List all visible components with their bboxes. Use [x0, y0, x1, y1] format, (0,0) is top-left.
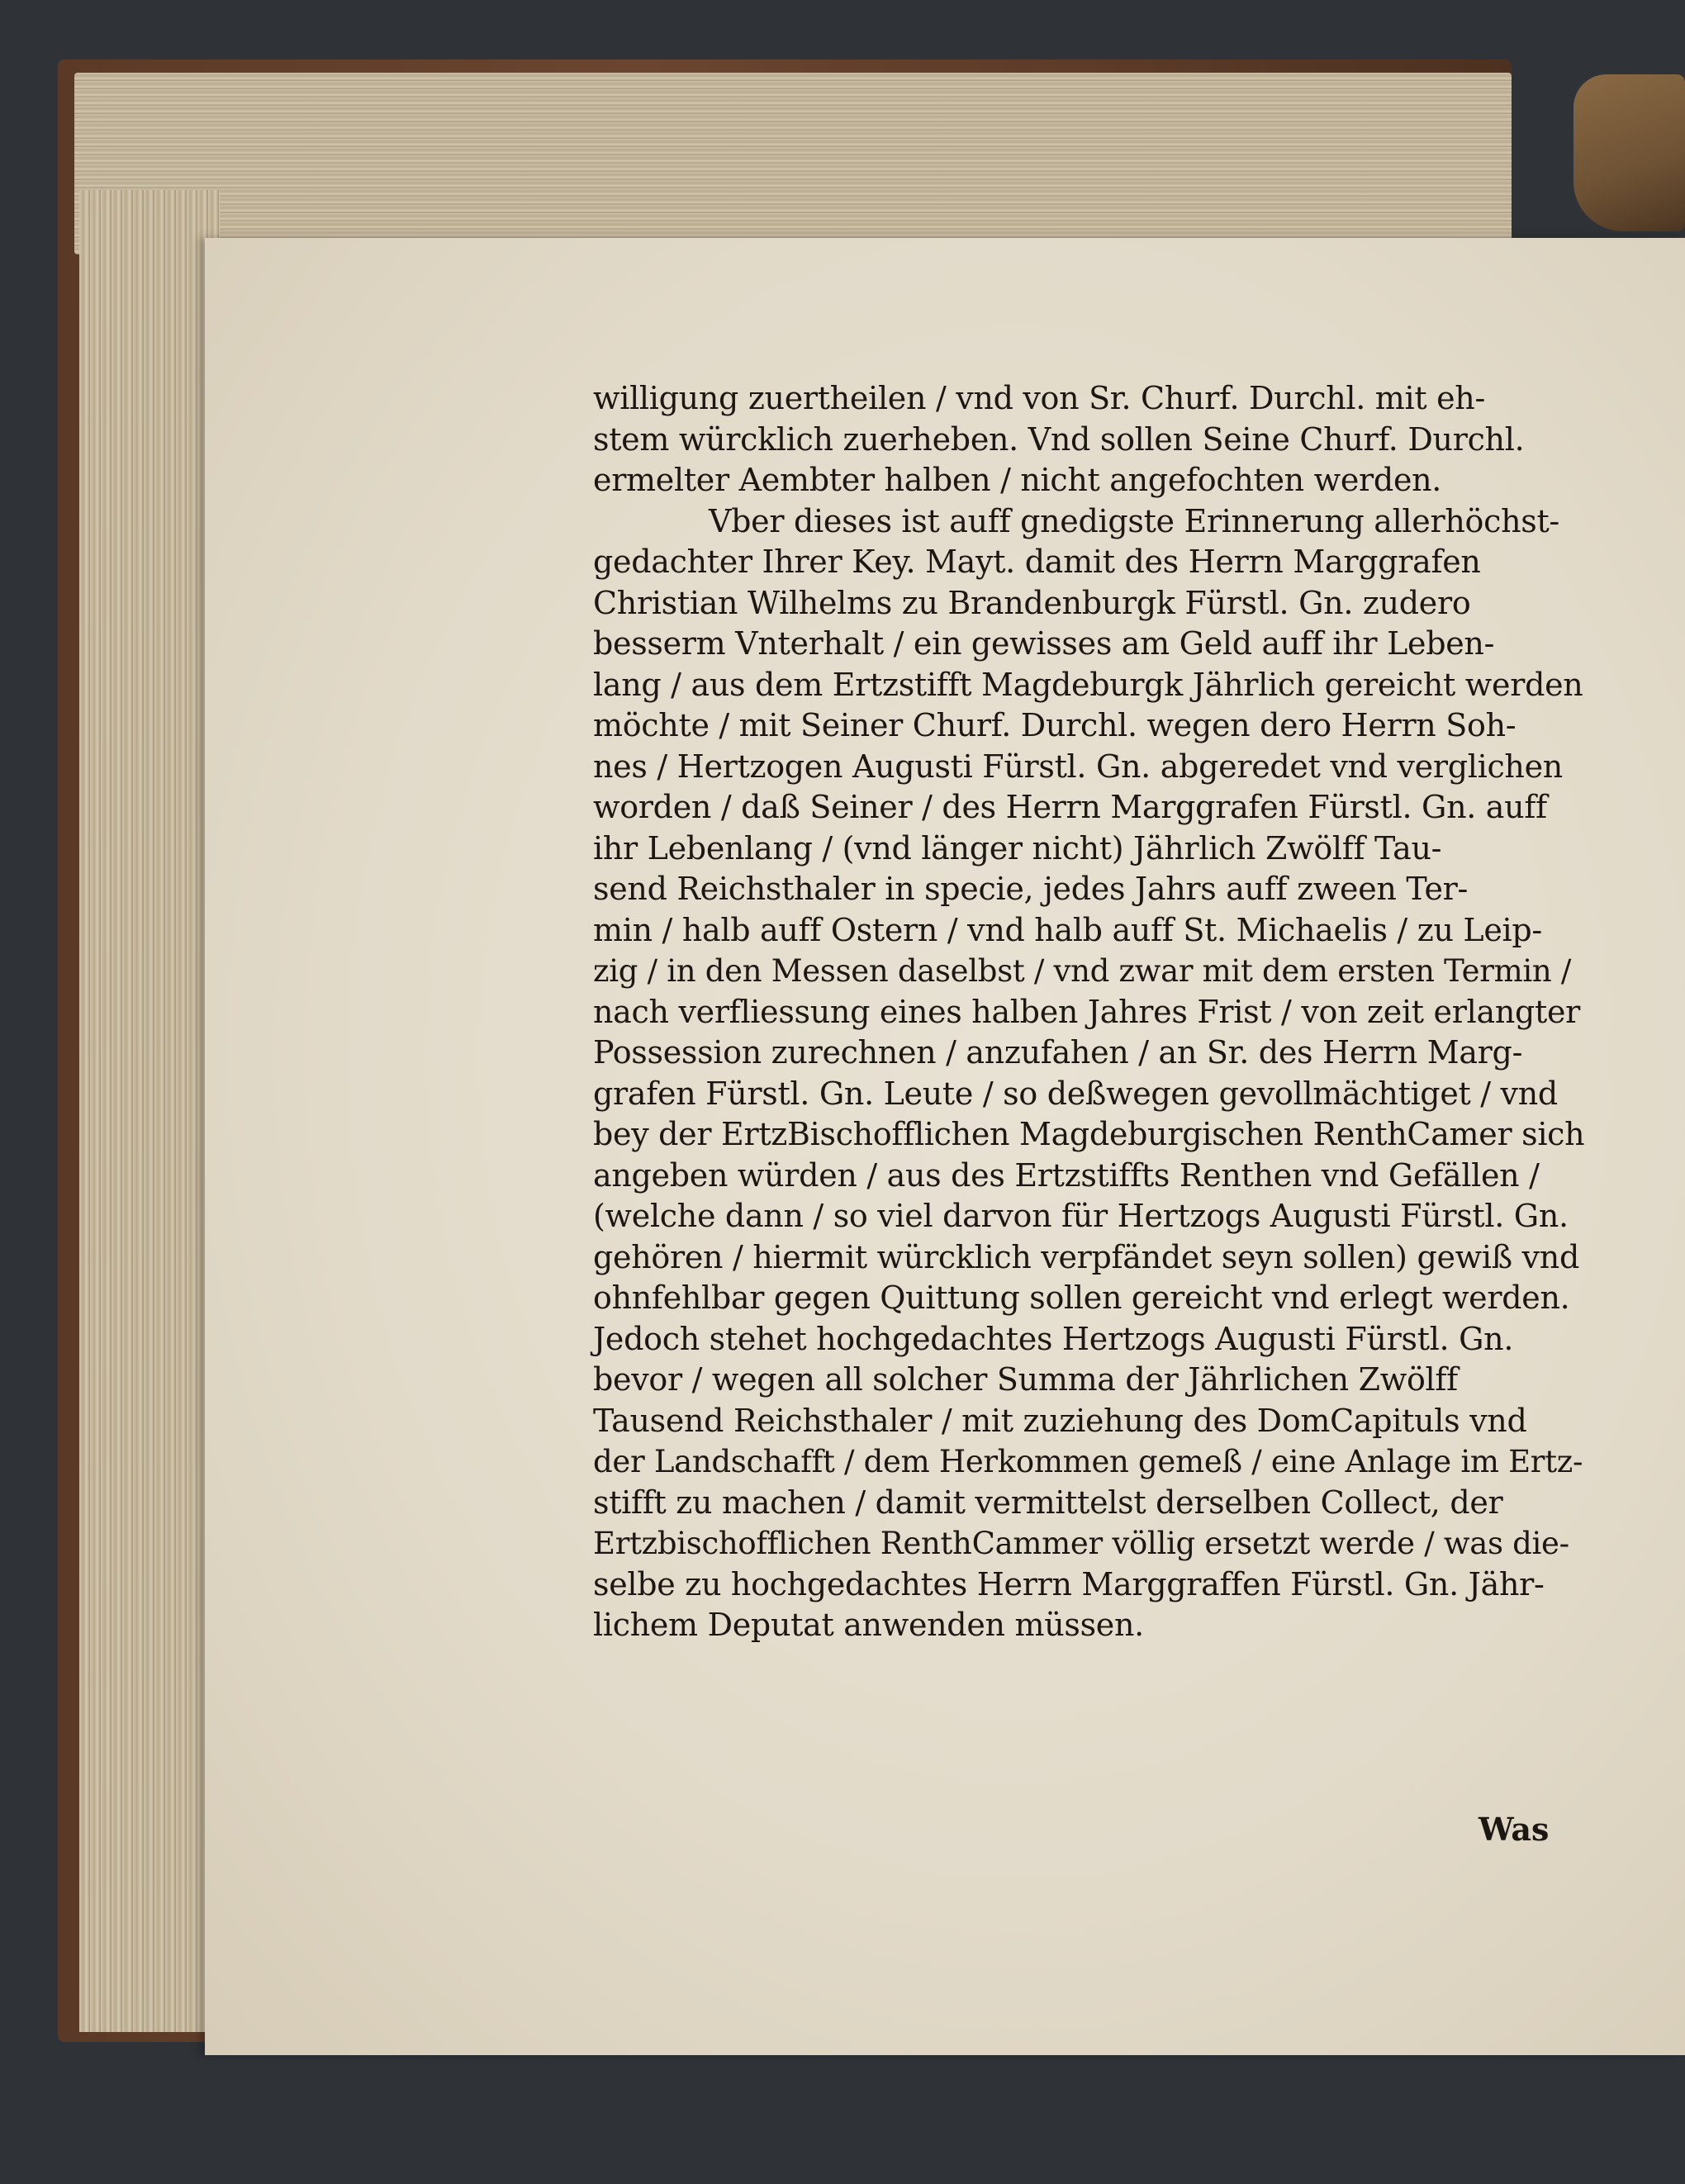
text-line: grafen Fürstl. Gn. Leute / so deßwegen gevollmächtiget / vnd: [593, 1075, 1558, 1112]
text-line: bevor / wegen all solcher Summa der Jährlichen Zwölff: [593, 1361, 1458, 1398]
text-line: min / halb auff Ostern / vnd halb auff St. Michaelis / zu Leip-: [593, 911, 1542, 948]
text-line: angeben würden / aus des Ertzstiffts Renthen vnd Gefällen /: [593, 1156, 1540, 1194]
text-line: stem würcklich zuerheben. Vnd sollen Seine Churf. Durchl.: [593, 420, 1525, 458]
text-line: Ertzbischofflichen RenthCammer völlig ersetzt werde / was die-: [593, 1526, 1569, 1561]
text-line: Vber dieses ist auff gnedigste Erinnerung allerhöchst-: [709, 502, 1559, 539]
page-edges-left: [79, 190, 220, 2032]
text-line: (welche dann / so viel darvon für Hertzogs Augusti Fürstl. Gn.: [593, 1198, 1569, 1234]
text-line: gehören / hiermit würcklich verpfändet seyn sollen) gewiß vnd: [593, 1238, 1579, 1275]
clasp-strap: [1573, 74, 1685, 231]
text-line: willigung zuertheilen / vnd von Sr. Churf. Durchl. mit eh-: [593, 380, 1486, 416]
text-line: besserm Vnterhalt / ein gewisses am Geld auff ihr Leben-: [593, 625, 1495, 662]
text-line: lang / aus dem Ertzstifft Magdeburgk Jährlich gereicht werden: [593, 666, 1583, 703]
text-line: Tausend Reichsthaler / mit zuziehung des DomCapituls vnd: [593, 1402, 1527, 1439]
text-line: stifft zu machen / damit vermittelst derselben Collect, der: [593, 1484, 1503, 1521]
text-line: Possession zurechnen / anzufahen / an Sr. des Herrn Marg-: [593, 1034, 1523, 1071]
text-block: [593, 378, 1584, 1646]
page-edges-top: [74, 73, 1512, 254]
text-line: bey der ErtzBischofflichen Magdeburgischen RenthCamer sich: [593, 1116, 1585, 1152]
text-line: zig / in den Messen daselbst / vnd zwar mit dem ersten Termin /: [593, 953, 1572, 989]
text-line: ermelter Aembter halben / nicht angefochten werden.: [593, 462, 1442, 498]
catchword: Was: [1479, 1811, 1550, 1848]
text-line: nes / Hertzogen Augusti Fürstl. Gn. abgeredet vnd verglichen: [593, 748, 1563, 785]
text-line: gedachter Ihrer Key. Mayt. damit des Herrn Marggrafen: [593, 544, 1481, 580]
text-line: ohnfehlbar gegen Quittung sollen gereicht vnd erlegt werden.: [593, 1280, 1570, 1316]
text-line: möchte / mit Seiner Churf. Durchl. wegen dero Herrn Soh-: [593, 707, 1516, 743]
text-line: selbe zu hochgedachtes Herrn Marggraffen Fürstl. Gn. Jähr-: [593, 1565, 1545, 1602]
text-line: Jedoch stehet hochgedachtes Hertzogs Augusti Fürstl. Gn.: [593, 1320, 1514, 1357]
text-line: Christian Wilhelms zu Brandenburgk Fürstl. Gn. zudero: [593, 584, 1471, 621]
text-line: send Reichsthaler in specie, jedes Jahrs auff zween Ter-: [593, 871, 1469, 907]
text-line: worden / daß Seiner / des Herrn Marggrafen Fürstl. Gn. auff: [593, 789, 1547, 825]
text-line: ihr Lebenlang / (vnd länger nicht) Jährlich Zwölff Tau-: [593, 829, 1442, 866]
text-line: nach verfliessung eines halben Jahres Frist / von zeit erlangter: [593, 993, 1581, 1030]
text-line: der Landschafft / dem Herkommen gemeß / eine Anlage im Ertz-: [593, 1444, 1583, 1479]
text-line: lichem Deputat anwenden müssen.: [593, 1607, 1144, 1643]
